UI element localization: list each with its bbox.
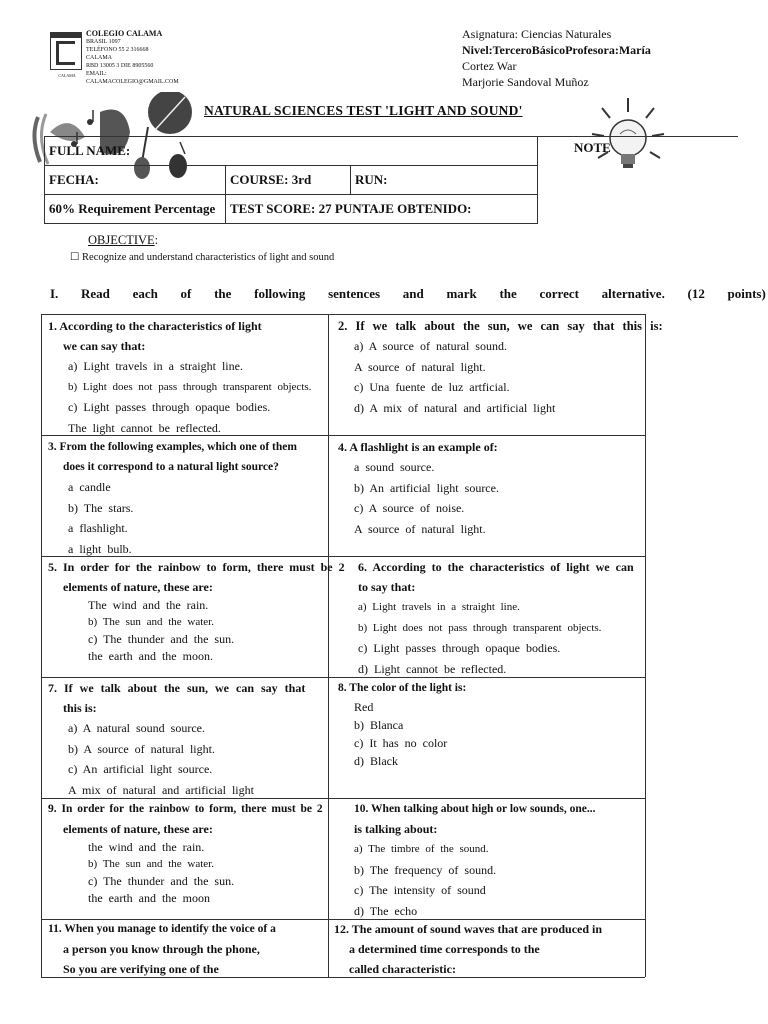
- option[interactable]: c) A source of noise.: [354, 501, 465, 515]
- option[interactable]: a sound source.: [354, 460, 435, 474]
- objective-heading: OBJECTIVE:: [88, 233, 159, 247]
- option[interactable]: c) The thunder and the sun.: [88, 632, 235, 646]
- note-label: NOTE: [574, 140, 611, 155]
- option[interactable]: c) The thunder and the sun.: [88, 874, 235, 888]
- option[interactable]: a) The timbre of the sound.: [354, 843, 489, 855]
- option[interactable]: a) Light travels in a straight line.: [358, 601, 520, 613]
- school-logo-block: [50, 30, 180, 90]
- question-5: 5. In order for the rainbow to form, there must be 2 elements of nature, these are: The wind and the rain. b) The sun and the water. c) The thunder and the sun. the earth and the moon.: [48, 560, 345, 663]
- option[interactable]: The light cannot be reflected.: [68, 420, 221, 435]
- option[interactable]: a) A natural sound source.: [68, 721, 205, 735]
- option[interactable]: c) It has no color: [354, 736, 448, 750]
- option[interactable]: the earth and the moon: [88, 891, 210, 905]
- full-name-field[interactable]: FULL NAME:: [45, 137, 538, 166]
- option[interactable]: c) Light passes through opaque bodies.: [68, 400, 271, 414]
- option[interactable]: a) Light travels in a straight line.: [68, 359, 243, 373]
- fecha-field[interactable]: FECHA:: [45, 166, 226, 195]
- option[interactable]: a flashlight.: [68, 521, 128, 535]
- question-3: 3. From the following examples, which one of them does it correspond to a natural light source? a candle b) The stars. a flashlight. a light bulb.: [48, 437, 297, 559]
- option[interactable]: c) The intensity of sound: [354, 883, 486, 897]
- option[interactable]: the earth and the moon.: [88, 649, 213, 663]
- option[interactable]: b) A source of natural light.: [68, 741, 215, 756]
- light-bulb-icon: [590, 94, 672, 184]
- objective-item: ☐ Recognize and understand characteristics of light and sound: [70, 252, 335, 263]
- option[interactable]: a candle: [68, 480, 111, 494]
- question-9: 9. In order for the rainbow to form, there must be 2 elements of nature, these are: the wind and the rain. b) The sun and the water. c) The thunder and the sun. the earth and the moon: [48, 803, 323, 905]
- subject-header: Asignatura: Ciencias Naturales Nivel:TerceroBásicoProfesora:María Cortez War Marjorie Sandoval Muñoz: [462, 27, 651, 89]
- question-1: 1. According to the characteristics of light we can say that: a) Light travels in a straight line. b) Light does not pass through transparent objects. c) Light passes through opaque bodies. The light cannot be reflected.: [48, 316, 311, 438]
- option[interactable]: b) Light does not pass through transparent objects.: [68, 380, 312, 393]
- option[interactable]: b) The sun and the water.: [88, 616, 214, 628]
- course-field: COURSE: 3rd: [226, 166, 351, 195]
- option[interactable]: A source of natural light.: [354, 521, 486, 536]
- student-info-table: [44, 136, 538, 224]
- option[interactable]: d) A mix of natural and artificial light: [354, 400, 556, 415]
- question-4: 4. A flashlight is an example of: a sound source. b) An artificial light source. c) A source of noise. A source of natural light.: [338, 437, 499, 539]
- option[interactable]: b) Blanca: [354, 718, 404, 732]
- question-2: 2. If we talk about the sun, we can say that this is: a) A source of natural sound. A source of natural light. c) Una fuente de luz artficial. d) A mix of natural and artificial light: [338, 316, 663, 418]
- question-8: 8. The color of the light is: Red b) Blanca c) It has no color d) Black: [338, 682, 467, 768]
- page-title: NATURAL SCIENCES TEST 'LIGHT AND SOUND': [204, 103, 523, 118]
- option[interactable]: c) Una fuente de luz artficial.: [354, 380, 510, 394]
- note-divider: [538, 136, 738, 137]
- grid-line: [41, 314, 645, 315]
- option[interactable]: a light bulb.: [68, 541, 132, 556]
- option[interactable]: b) Light does not pass through transparent objects.: [358, 621, 602, 634]
- option[interactable]: A source of natural light.: [354, 359, 486, 374]
- question-11: 11. When you manage to identify the voice of a a person you know through the phone, So you are verifying one of the: [48, 923, 276, 976]
- run-field[interactable]: RUN:: [351, 166, 538, 195]
- question-12: 12. The amount of sound waves that are produced in a determined time corresponds to the called characteristic:: [334, 922, 603, 976]
- option[interactable]: the wind and the rain.: [88, 840, 205, 854]
- option[interactable]: b) An artificial light source.: [354, 480, 499, 495]
- question-10: 10. When talking about high or low sounds, one... is talking about: a) The timbre of the sound. b) The frequency of sound. c) The intensity of sound d) The echo: [354, 799, 595, 921]
- option[interactable]: b) The stars.: [68, 500, 134, 515]
- school-address: COLEGIO CALAMA BRASIL 1097 TELÉFONO 55 2 316668 CALAMA RBD 13005 3 DIE 8905560 EMAIL: CALAMACOLEGIO@GMAIL.COM: [86, 29, 179, 85]
- option[interactable]: The wind and the rain.: [88, 598, 209, 612]
- score-field[interactable]: TEST SCORE: 27 PUNTAJE OBTENIDO:: [226, 195, 538, 224]
- option[interactable]: b) The sun and the water.: [88, 858, 214, 870]
- option[interactable]: c) An artificial light source.: [68, 762, 213, 776]
- question-6: 6. According to the characteristics of light we can to say that: a) Light travels in a straight line. b) Light does not pass through transparent objects. c) Light passes through opaque bodies. d) Light cannot be reflected.: [358, 557, 634, 679]
- option[interactable]: a) A source of natural sound.: [354, 339, 507, 353]
- section-instructions: I. Read each of the following sentences and mark the correct alternative. (12 points): [50, 286, 766, 301]
- question-7: 7. If we talk about the sun, we can say that this is: a) A natural sound source. b) A source of natural light. c) An artificial light source. A mix of natural and artificial light: [48, 678, 305, 800]
- option[interactable]: A mix of natural and artificial light: [68, 782, 254, 797]
- option[interactable]: d) The echo: [354, 903, 418, 918]
- school-crest-icon: CALAMA: [50, 32, 82, 70]
- option[interactable]: c) Light passes through opaque bodies.: [358, 641, 561, 655]
- option[interactable]: b) The frequency of sound.: [354, 862, 497, 877]
- option[interactable]: Red: [354, 700, 374, 714]
- option[interactable]: d) Light cannot be reflected.: [358, 661, 507, 676]
- option[interactable]: d) Black: [354, 754, 398, 768]
- requirement-cell: 60% Requirement Percentage: [45, 195, 226, 224]
- grid-line: [41, 314, 42, 977]
